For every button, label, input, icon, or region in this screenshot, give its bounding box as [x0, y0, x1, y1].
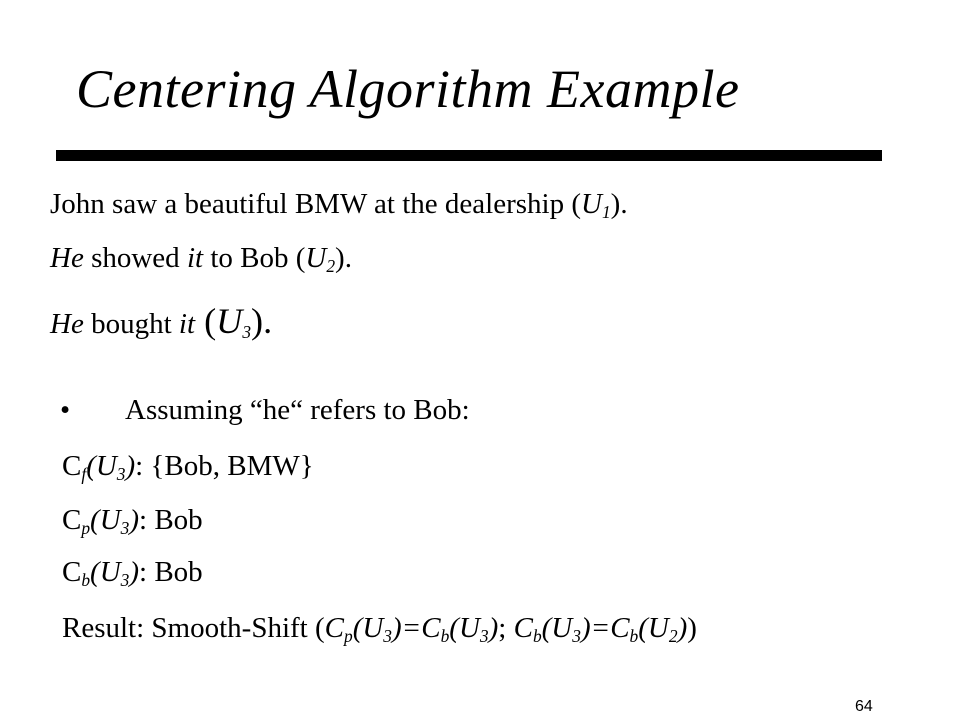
result-t4-subscript: b	[629, 626, 639, 647]
cf-arg-subscript: 3	[116, 464, 126, 485]
slide-number: 64	[855, 698, 873, 715]
cp-arg-subscript: 3	[120, 518, 130, 539]
result-t2-subscript: b	[440, 626, 450, 647]
result-t3-symbol: C	[513, 612, 533, 644]
u2-subscript: 2	[326, 256, 336, 277]
u3-close: ).	[251, 301, 273, 341]
u3-open: (	[195, 301, 217, 341]
result-t4-arg: (U	[638, 612, 669, 644]
cb-symbol: C	[62, 556, 82, 588]
slide-title: Centering Algorithm Example	[76, 59, 740, 119]
u1-text: John saw a beautiful BMW at the dealership (	[50, 188, 581, 220]
cp-symbol: C	[62, 504, 82, 536]
title-divider	[56, 150, 882, 161]
result-t4-symbol: C	[610, 612, 630, 644]
u1-close: ).	[610, 188, 628, 220]
cp-arg-close: )	[129, 504, 140, 536]
utterance-u3	[50, 300, 272, 342]
result-t2-close: )	[488, 612, 499, 644]
forward-centers-line	[62, 450, 314, 483]
cb-subscript: b	[81, 570, 91, 591]
u3-mid: bought	[83, 308, 179, 340]
cb-arg: (U	[90, 556, 121, 588]
result-t1-arg-subscript: 3	[383, 626, 392, 647]
cb-arg-close: )	[129, 556, 140, 588]
u2-mid: showed	[83, 242, 187, 274]
result-suffix: )	[687, 612, 697, 644]
result-t2-arg-subscript: 3	[479, 626, 489, 647]
cb-arg-subscript: 3	[120, 570, 130, 591]
result-t4-arg-subscript: 2	[668, 626, 678, 647]
u3-label: U	[216, 301, 243, 341]
result-t1-close: )	[392, 612, 402, 644]
result-equals-1: =	[401, 612, 422, 644]
u2-text: to Bob (	[203, 242, 306, 274]
utterance-u2	[50, 242, 352, 275]
result-t1-arg: (U	[352, 612, 384, 644]
result-separator: ;	[498, 612, 514, 644]
u2-pronoun: He	[50, 242, 84, 274]
result-t3-close: )	[580, 612, 591, 644]
cf-value: : {Bob, BMW}	[135, 450, 314, 482]
cp-arg: (U	[90, 504, 121, 536]
u3-subscript: 3	[242, 322, 252, 343]
result-t4-close: )	[677, 612, 688, 644]
result-line	[62, 612, 697, 645]
u2-label: U	[305, 242, 327, 274]
u1-label: U	[581, 188, 602, 220]
u2-it: it	[186, 242, 204, 274]
result-t2-symbol: C	[421, 612, 441, 644]
preferred-center-line	[62, 504, 203, 537]
u2-close: ).	[335, 242, 352, 274]
result-t1-symbol: C	[324, 612, 344, 644]
u3-pronoun: He	[50, 308, 84, 340]
cf-subscript: f	[81, 464, 87, 485]
u1-subscript: 1	[601, 202, 611, 223]
cf-arg: (U	[86, 450, 117, 482]
result-t3-arg-subscript: 3	[572, 626, 581, 647]
u3-it: it	[178, 308, 196, 340]
result-t3-arg: (U	[541, 612, 573, 644]
bullet-text: Assuming “he“ refers to Bob:	[125, 394, 470, 426]
result-prefix: Result: Smooth-Shift (	[62, 612, 325, 644]
bullet-icon: •	[60, 394, 71, 426]
result-t2-arg: (U	[449, 612, 480, 644]
cf-arg-close: )	[125, 450, 136, 482]
cp-subscript: p	[81, 518, 91, 539]
utterance-u1	[50, 188, 628, 221]
cf-symbol: C	[62, 450, 82, 482]
result-t3-subscript: b	[532, 626, 542, 647]
cb-value: : Bob	[139, 556, 203, 588]
backward-center-line	[62, 556, 203, 589]
result-t1-subscript: p	[343, 626, 353, 647]
result-equals-2: =	[590, 612, 611, 644]
cp-value: : Bob	[139, 504, 203, 536]
